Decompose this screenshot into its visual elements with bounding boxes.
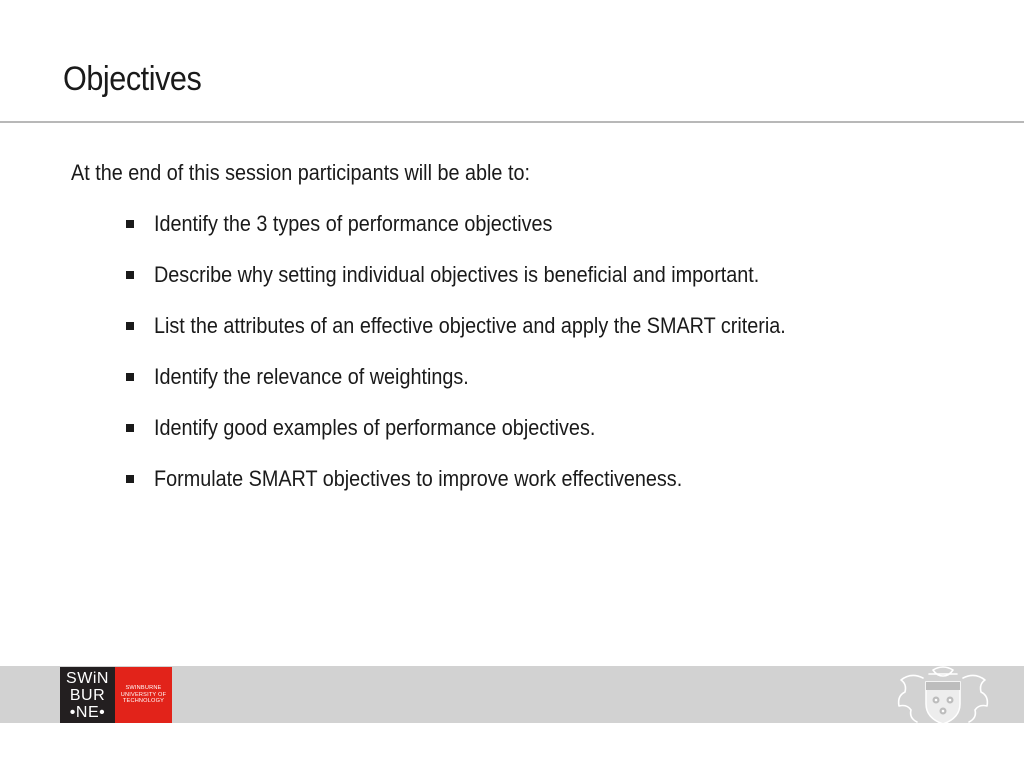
square-bullet-icon	[126, 220, 134, 228]
coat-of-arms-icon	[893, 664, 993, 726]
list-item-text: Describe why setting individual objectives is beneficial and important.	[154, 262, 760, 287]
list-item	[0, 466, 1024, 517]
list-item	[0, 313, 1024, 364]
list-item-text: Identify good examples of performance objectives.	[154, 415, 596, 440]
square-bullet-icon	[126, 322, 134, 330]
square-bullet-icon	[126, 373, 134, 381]
slide-title: Objectives	[63, 60, 202, 98]
square-bullet-icon	[126, 424, 134, 432]
list-item-text: List the attributes of an effective objective and apply the SMART criteria.	[154, 313, 786, 338]
list-item	[0, 262, 1024, 313]
list-item-text: Identify the 3 types of performance objectives	[154, 211, 553, 236]
swinburne-logo	[60, 667, 172, 723]
square-bullet-icon	[126, 271, 134, 279]
objectives-list	[0, 211, 1024, 517]
logo-line-3: •NE•	[69, 704, 106, 721]
list-item-text: Identify the relevance of weightings.	[154, 364, 469, 389]
list-item	[0, 364, 1024, 415]
intro-text: At the end of this session participants will be able to:	[71, 160, 530, 185]
logo-line-2: BUR	[69, 687, 106, 704]
logo-sub-line-2: UNIVERSITY OF	[120, 691, 167, 698]
list-item	[0, 211, 1024, 262]
list-item	[0, 415, 1024, 466]
logo-wordmark	[60, 667, 115, 723]
square-bullet-icon	[126, 475, 134, 483]
logo-sub-line-3: TECHNOLOGY	[122, 698, 165, 705]
logo-line-1: SWiN	[66, 670, 109, 687]
title-divider	[0, 121, 1024, 123]
list-item-text: Formulate SMART objectives to improve work effectiveness.	[154, 466, 683, 491]
logo-sub-line-1: SWINBURNE	[125, 685, 162, 692]
logo-subtitle	[115, 667, 172, 723]
